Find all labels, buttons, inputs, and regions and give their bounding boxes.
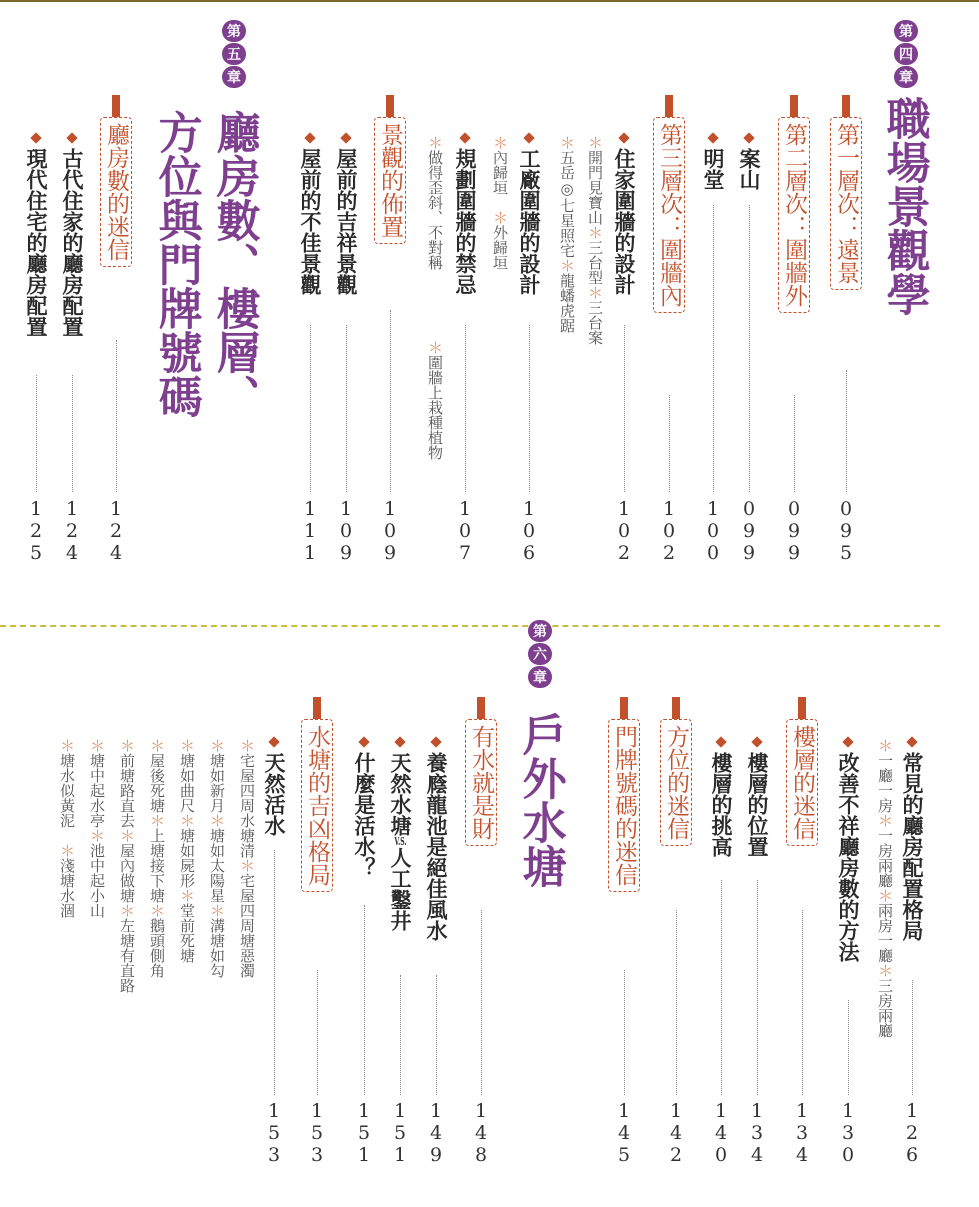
asterisk-icon: ＊ bbox=[178, 813, 196, 828]
toc-item-home-wall[interactable]: 住家圍牆的設計 bbox=[612, 148, 637, 295]
page-number: 109 bbox=[379, 498, 401, 564]
leader-dots bbox=[364, 905, 365, 1095]
leader-dots bbox=[749, 205, 750, 492]
page-number: 140 bbox=[710, 1100, 732, 1166]
toc-item-floor-height[interactable]: 樓層的挑高 bbox=[709, 752, 734, 857]
section-far-view[interactable] bbox=[830, 95, 862, 290]
page-number: 102 bbox=[613, 498, 635, 564]
section-marker bbox=[313, 697, 321, 719]
section-label: 第三層次：圍牆內 bbox=[653, 117, 685, 313]
toc-item-ancient-layout[interactable]: 古代住家的廳房配置 bbox=[60, 148, 85, 337]
section-marker bbox=[798, 697, 806, 719]
asterisk-icon: ＊ bbox=[238, 738, 256, 753]
bullet-icon bbox=[268, 736, 279, 747]
asterisk-icon: ＊ bbox=[491, 210, 509, 225]
bullet-icon bbox=[358, 736, 369, 747]
leader-dots bbox=[36, 375, 37, 492]
page-number: 106 bbox=[518, 498, 540, 564]
bullet-icon bbox=[751, 736, 762, 747]
section-landscape[interactable] bbox=[374, 95, 406, 244]
leader-dots bbox=[346, 325, 347, 492]
bullet-icon bbox=[707, 132, 718, 143]
chapter-divider bbox=[0, 625, 940, 627]
toc-item-floor-position[interactable]: 樓層的位置 bbox=[745, 752, 770, 857]
page-number: 099 bbox=[738, 498, 760, 564]
section-label: 方位的迷信 bbox=[660, 719, 692, 846]
leader-dots bbox=[802, 910, 803, 1095]
section-label: 樓層的迷信 bbox=[786, 719, 818, 846]
leader-dots bbox=[400, 975, 401, 1095]
asterisk-icon: ＊ bbox=[178, 738, 196, 753]
asterisk-icon: ＊ bbox=[558, 135, 576, 150]
chapter-title-5a: 廳房數、樓層、 bbox=[208, 110, 260, 418]
asterisk-icon: ＊ bbox=[876, 813, 894, 828]
page-number: 124 bbox=[105, 498, 127, 564]
section-marker bbox=[672, 697, 680, 719]
asterisk-icon: ＊ bbox=[426, 340, 444, 355]
toc-subitem: ＊做得歪斜、不對稱 bbox=[426, 135, 444, 270]
asterisk-icon: ＊ bbox=[558, 258, 576, 273]
leader-dots bbox=[624, 325, 625, 492]
leader-dots bbox=[436, 975, 437, 1095]
toc-subitem: ＊塘中起水亭＊池中起小山 bbox=[88, 738, 106, 918]
section-floor[interactable] bbox=[786, 697, 818, 846]
section-label: 水塘的吉凶格局 bbox=[301, 719, 333, 892]
page-number: 151 bbox=[389, 1100, 411, 1166]
toc-item-natural-vs-artificial[interactable]: 天然水塘V.S.人工鑿井 bbox=[388, 752, 413, 931]
page-number: 130 bbox=[837, 1100, 859, 1166]
page-number: 102 bbox=[658, 498, 680, 564]
section-house-number[interactable] bbox=[608, 697, 640, 892]
toc-subitem: ＊屋後死塘＊上塘接下塘＊鵝頭側角 bbox=[148, 738, 166, 978]
page-number: 100 bbox=[702, 498, 724, 564]
bullet-icon bbox=[394, 736, 405, 747]
section-marker bbox=[386, 95, 394, 117]
toc-subitem: ＊宅屋四周水塘清＊宅屋四周塘惡濁 bbox=[238, 738, 256, 978]
toc-item-natural-flow[interactable]: 天然活水 bbox=[262, 752, 287, 836]
section-inside-wall[interactable] bbox=[653, 95, 685, 313]
page-number: 149 bbox=[425, 1100, 447, 1166]
asterisk-icon: ＊ bbox=[586, 135, 604, 150]
section-direction[interactable] bbox=[660, 697, 692, 846]
toc-item-anshan[interactable]: 案山 bbox=[737, 148, 762, 190]
toc-item-living-water[interactable]: 什麼是活水？ bbox=[352, 752, 377, 878]
section-marker bbox=[112, 95, 120, 117]
asterisk-icon: ＊ bbox=[148, 813, 166, 828]
toc-item-mingtang[interactable]: 明堂 bbox=[701, 148, 726, 190]
section-label: 第一層次：遠景 bbox=[830, 117, 862, 290]
page-number: 125 bbox=[25, 498, 47, 564]
page-number: 134 bbox=[791, 1100, 813, 1166]
asterisk-icon: ＊ bbox=[586, 285, 604, 300]
leader-dots bbox=[116, 340, 117, 492]
bullet-icon bbox=[30, 132, 41, 143]
leader-dots bbox=[713, 205, 714, 492]
chapter-badge-char: 第 bbox=[894, 20, 918, 42]
chapter-title-6: 戶外水塘 bbox=[514, 712, 566, 888]
toc-subitem: ＊塘如新月＊塘如太陽星＊溝塘如勾 bbox=[208, 738, 226, 978]
section-label: 廳房數的迷信 bbox=[100, 117, 132, 267]
asterisk-icon: ＊ bbox=[178, 888, 196, 903]
bullet-icon bbox=[430, 736, 441, 747]
section-label: 第二層次：圍牆外 bbox=[778, 117, 810, 313]
toc-subitem: ＊五岳◎七星照宅＊龍蟠虎踞 bbox=[558, 135, 576, 333]
leader-dots bbox=[72, 375, 73, 492]
chapter-badge-char: 五 bbox=[222, 43, 246, 65]
toc-item-factory-wall[interactable]: 工廠圍牆的設計 bbox=[517, 148, 542, 295]
asterisk-icon: ＊ bbox=[876, 963, 894, 978]
leader-dots bbox=[848, 1000, 849, 1095]
asterisk-icon: ＊ bbox=[118, 903, 136, 918]
asterisk-icon: ＊ bbox=[208, 738, 226, 753]
leader-dots bbox=[317, 970, 318, 1095]
asterisk-icon: ＊ bbox=[148, 903, 166, 918]
leader-dots bbox=[846, 370, 847, 492]
bullet-icon bbox=[906, 736, 917, 747]
chapter-badge-char: 章 bbox=[528, 666, 552, 688]
asterisk-icon: ＊ bbox=[491, 135, 509, 150]
toc-item-bad-view[interactable]: 屋前的不佳景觀 bbox=[298, 148, 323, 295]
toc-subitem: ＊塘水似黃泥 ＊淺塘水涸 bbox=[58, 738, 76, 918]
section-water-wealth[interactable] bbox=[465, 697, 497, 846]
toc-item-lucky-view[interactable]: 屋前的吉祥景觀 bbox=[334, 148, 359, 295]
leader-dots bbox=[390, 310, 391, 492]
section-marker bbox=[477, 697, 485, 719]
leader-dots bbox=[912, 980, 913, 1095]
section-marker bbox=[620, 697, 628, 719]
leader-dots bbox=[721, 880, 722, 1095]
toc-subitem: ＊開門見寶山＊三台型＊三台案 bbox=[586, 135, 604, 345]
toc-subitem: ＊內歸垣 ＊外歸垣 bbox=[491, 135, 509, 270]
leader-dots bbox=[676, 910, 677, 1095]
asterisk-icon: ＊ bbox=[88, 828, 106, 843]
bullet-icon bbox=[743, 132, 754, 143]
bullet-icon bbox=[618, 132, 629, 143]
leader-dots bbox=[310, 325, 311, 492]
bullet-icon bbox=[523, 132, 534, 143]
page-number: 099 bbox=[783, 498, 805, 564]
bullet-icon bbox=[66, 132, 77, 143]
chapter-title-4: 職場景觀學 bbox=[878, 96, 930, 316]
page-number: 124 bbox=[61, 498, 83, 564]
page-number: 151 bbox=[353, 1100, 375, 1166]
chapter-badge-char: 第 bbox=[528, 620, 552, 642]
bullet-icon bbox=[340, 132, 351, 143]
chapter-badge-5 bbox=[222, 20, 246, 89]
toc-subitem: ＊一廳一房＊一房兩廳＊兩房一廳＊三房兩廳 bbox=[876, 738, 894, 1038]
chapter-badge-6 bbox=[528, 620, 552, 689]
chapter-badge-char: 章 bbox=[894, 66, 918, 88]
asterisk-icon: ＊ bbox=[876, 888, 894, 903]
toc-item-improve[interactable]: 改善不祥廳房數的方法 bbox=[836, 752, 861, 962]
toc-item-common-layout[interactable]: 常見的廳房配置格局 bbox=[900, 752, 925, 941]
page-number: 107 bbox=[454, 498, 476, 564]
toc-item-dragon-pool[interactable]: 養廕龍池是絕佳風水 bbox=[424, 752, 449, 941]
asterisk-icon: ＊ bbox=[426, 135, 444, 150]
bullet-icon bbox=[842, 736, 853, 747]
page-number: 134 bbox=[746, 1100, 768, 1166]
chapter-badge-char: 六 bbox=[528, 643, 552, 665]
section-pond-patterns[interactable] bbox=[301, 697, 333, 892]
bullet-icon bbox=[715, 736, 726, 747]
asterisk-icon: ＊ bbox=[208, 813, 226, 828]
bullet-icon bbox=[304, 132, 315, 143]
asterisk-icon: ＊ bbox=[88, 738, 106, 753]
toc-subitem: ＊塘如曲尺＊塘如屍形＊堂前死塘 bbox=[178, 738, 196, 963]
page-number: 153 bbox=[263, 1100, 285, 1166]
section-label: 門牌號碼的迷信 bbox=[608, 719, 640, 892]
page-number: 095 bbox=[835, 498, 857, 564]
chapter-title-5b: 方位與門牌號碼 bbox=[150, 110, 202, 418]
page-number: 145 bbox=[613, 1100, 635, 1166]
asterisk-icon: ＊ bbox=[118, 828, 136, 843]
page-number: 153 bbox=[306, 1100, 328, 1166]
toc-item-modern-layout[interactable]: 現代住宅的廳房配置 bbox=[24, 148, 49, 337]
toc-subitem: ＊前塘路直去＊屋內做塘＊左塘有直路 bbox=[118, 738, 136, 993]
toc-item-wall-taboo[interactable]: 規劃圍牆的禁忌 bbox=[453, 148, 478, 295]
asterisk-icon: ＊ bbox=[148, 738, 166, 753]
chapter-badge-4 bbox=[894, 20, 918, 89]
asterisk-icon: ＊ bbox=[58, 843, 76, 858]
section-marker bbox=[665, 95, 673, 117]
section-label: 有水就是財 bbox=[465, 719, 497, 846]
leader-dots bbox=[465, 325, 466, 492]
leader-dots bbox=[481, 910, 482, 1095]
asterisk-icon: ＊ bbox=[208, 903, 226, 918]
page-number: 111 bbox=[299, 498, 321, 564]
page-number: 142 bbox=[665, 1100, 687, 1166]
leader-dots bbox=[529, 325, 530, 492]
leader-dots bbox=[757, 880, 758, 1095]
asterisk-icon: ＊ bbox=[118, 738, 136, 753]
page-number: 126 bbox=[901, 1100, 923, 1166]
page-number: 148 bbox=[470, 1100, 492, 1166]
section-marker bbox=[790, 95, 798, 117]
page-number: 109 bbox=[335, 498, 357, 564]
top-rule bbox=[0, 0, 979, 2]
chapter-badge-char: 章 bbox=[222, 66, 246, 88]
section-outside-wall[interactable] bbox=[778, 95, 810, 313]
section-marker bbox=[842, 95, 850, 117]
asterisk-icon: ＊ bbox=[876, 738, 894, 753]
asterisk-icon: ＊ bbox=[58, 738, 76, 753]
asterisk-icon: ＊ bbox=[586, 225, 604, 240]
chapter-badge-char: 四 bbox=[894, 43, 918, 65]
bullet-icon bbox=[459, 132, 470, 143]
section-room-count[interactable] bbox=[100, 95, 132, 267]
leader-dots bbox=[794, 395, 795, 492]
section-label: 景觀的佈置 bbox=[374, 117, 406, 244]
leader-dots bbox=[669, 395, 670, 492]
toc-subitem: ＊圍牆上栽種植物 bbox=[426, 340, 444, 460]
asterisk-icon: ＊ bbox=[238, 858, 256, 873]
leader-dots bbox=[624, 970, 625, 1095]
chapter-badge-char: 第 bbox=[222, 20, 246, 42]
leader-dots bbox=[274, 850, 275, 1095]
